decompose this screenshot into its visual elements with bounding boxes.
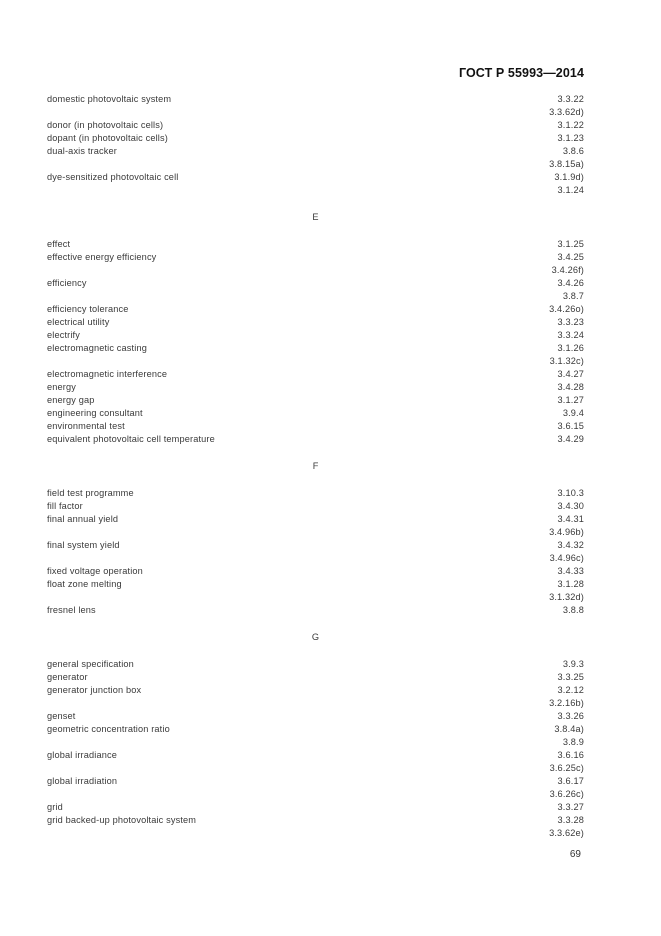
index-term: dye-sensitized photovoltaic cell	[47, 172, 179, 182]
index-term: efficiency tolerance	[47, 304, 129, 314]
index-row	[47, 710, 584, 723]
index-ref: 3.8.8	[562, 605, 584, 615]
index-row	[47, 671, 584, 684]
index-row	[47, 119, 584, 132]
index-row	[47, 355, 584, 368]
index-section-g	[47, 631, 584, 840]
index-term: dual-axis tracker	[47, 146, 117, 156]
index-term: global irradiation	[47, 776, 118, 786]
index-term: grid	[47, 802, 63, 812]
index-term: global irradiance	[47, 750, 117, 760]
index-ref: 3.6.17	[557, 776, 584, 786]
index-ref: 3.4.26o)	[549, 304, 584, 314]
index-ref: 3.2.12	[557, 685, 584, 695]
index-ref: 3.3.25	[557, 672, 584, 682]
index-row	[47, 132, 584, 145]
index-term: effect	[47, 239, 71, 249]
index-ref: 3.1.26	[557, 343, 584, 353]
index-ref: 3.4.27	[557, 369, 584, 379]
index-term: fixed voltage operation	[47, 566, 143, 576]
index-ref: 3.1.25	[557, 239, 584, 249]
index-term: electrical utility	[47, 317, 110, 327]
index-row	[47, 106, 584, 119]
index-ref: 3.4.31	[557, 514, 584, 524]
index-ref: 3.4.29	[557, 434, 584, 444]
index-row	[47, 329, 584, 342]
page-number: 69	[569, 849, 581, 860]
index-term: fresnel lens	[47, 605, 96, 615]
index-ref: 3.4.30	[557, 501, 584, 511]
index-term: genset	[47, 711, 76, 721]
index-ref: 3.4.28	[557, 382, 584, 392]
index-row	[47, 723, 584, 736]
index-row	[47, 604, 584, 617]
index-row	[47, 801, 584, 814]
index-row	[47, 394, 584, 407]
index-ref: 3.1.22	[557, 120, 584, 130]
index-term: fill factor	[47, 501, 83, 511]
index-term: grid backed-up photovoltaic system	[47, 815, 197, 825]
index-term: general specification	[47, 659, 134, 669]
index-term: float zone melting	[47, 579, 122, 589]
index-ref: 3.6.16	[557, 750, 584, 760]
index-ref: 3.1.32d)	[549, 592, 584, 602]
index-ref: 3.4.32	[557, 540, 584, 550]
index-row	[47, 93, 584, 106]
index-row	[47, 420, 584, 433]
index-ref: 3.6.26c)	[549, 789, 584, 799]
index-ref: 3.8.7	[562, 291, 584, 301]
index-row	[47, 684, 584, 697]
index-row	[47, 238, 584, 251]
index-term: domestic photovoltaic system	[47, 94, 172, 104]
index-ref: 3.8.6	[562, 146, 584, 156]
index-term: efficiency	[47, 278, 87, 288]
index-term: equivalent photovoltaic cell temperature	[47, 434, 215, 444]
index-row	[47, 775, 584, 788]
index-ref: 3.4.96c)	[549, 553, 584, 563]
index-row	[47, 290, 584, 303]
index-ref: 3.3.62d)	[549, 107, 584, 117]
index-ref: 3.4.26	[557, 278, 584, 288]
index-term: dopant (in photovoltaic cells)	[47, 133, 168, 143]
index-row	[47, 303, 584, 316]
index-term: electromagnetic casting	[47, 343, 147, 353]
index-ref: 3.1.9d)	[554, 172, 584, 182]
index-row	[47, 407, 584, 420]
index-section-e	[47, 211, 584, 446]
index-ref: 3.9.3	[562, 659, 584, 669]
index-row	[47, 251, 584, 264]
index-term: energy gap	[47, 395, 95, 405]
index-ref: 3.6.25c)	[549, 763, 584, 773]
index-row	[47, 658, 584, 671]
index-ref: 3.9.4	[562, 408, 584, 418]
index-ref: 3.4.96b)	[549, 527, 584, 537]
index-term: electrify	[47, 330, 81, 340]
index-term: energy	[47, 382, 76, 392]
index-ref: 3.1.28	[557, 579, 584, 589]
index-section-d	[47, 93, 584, 197]
index-ref: 3.8.4a)	[554, 724, 584, 734]
index-ref: 3.10.3	[557, 488, 584, 498]
index-ref: 3.4.33	[557, 566, 584, 576]
section-letter-heading: E	[312, 212, 319, 222]
index-row	[47, 184, 584, 197]
index-ref: 3.4.25	[557, 252, 584, 262]
index-row	[47, 552, 584, 565]
index-row	[47, 788, 584, 801]
index-row	[47, 500, 584, 513]
index-term: environmental test	[47, 421, 125, 431]
index-row	[47, 145, 584, 158]
index-row	[47, 513, 584, 526]
index-ref: 3.3.22	[557, 94, 584, 104]
index-row	[47, 697, 584, 710]
index-row	[47, 316, 584, 329]
index-term: effective energy efficiency	[47, 252, 157, 262]
index-ref: 3.6.15	[557, 421, 584, 431]
index-row	[47, 578, 584, 591]
index-row	[47, 827, 584, 840]
index-row	[47, 158, 584, 171]
index-row	[47, 736, 584, 749]
index-row	[47, 171, 584, 184]
index-ref: 3.3.28	[557, 815, 584, 825]
index-row	[47, 591, 584, 604]
index-row	[47, 487, 584, 500]
document-standard-header: ГОСТ Р 55993—2014	[458, 66, 584, 80]
index-ref: 3.3.24	[557, 330, 584, 340]
index-ref: 3.3.23	[557, 317, 584, 327]
index-row	[47, 368, 584, 381]
index-row	[47, 762, 584, 775]
index-term: generator	[47, 672, 88, 682]
index-row	[47, 539, 584, 552]
index-row	[47, 565, 584, 578]
index-ref: 3.3.27	[557, 802, 584, 812]
index-row	[47, 749, 584, 762]
index-term: generator junction box	[47, 685, 142, 695]
index-row	[47, 433, 584, 446]
index-ref: 3.4.26f)	[551, 265, 584, 275]
index-ref: 3.2.16b)	[549, 698, 584, 708]
index-row	[47, 526, 584, 539]
alphabetical-index	[47, 93, 584, 840]
index-term: engineering consultant	[47, 408, 143, 418]
index-row	[47, 264, 584, 277]
index-term: final annual yield	[47, 514, 119, 524]
index-ref: 3.8.15a)	[549, 159, 584, 169]
index-row	[47, 342, 584, 355]
index-ref: 3.8.9	[562, 737, 584, 747]
index-row	[47, 381, 584, 394]
index-ref: 3.1.24	[557, 185, 584, 195]
index-ref: 3.1.23	[557, 133, 584, 143]
section-letter-heading: F	[312, 461, 319, 471]
index-term: geometric concentration ratio	[47, 724, 170, 734]
index-ref: 3.3.62e)	[549, 828, 584, 838]
index-section-f	[47, 460, 584, 617]
index-ref: 3.1.27	[557, 395, 584, 405]
index-term: donor (in photovoltaic cells)	[47, 120, 164, 130]
index-term: electromagnetic interference	[47, 369, 168, 379]
index-ref: 3.3.26	[557, 711, 584, 721]
section-letter-heading: G	[311, 632, 320, 642]
index-term: field test programme	[47, 488, 134, 498]
index-term: final system yield	[47, 540, 120, 550]
index-row	[47, 814, 584, 827]
index-row	[47, 277, 584, 290]
index-ref: 3.1.32c)	[549, 356, 584, 366]
